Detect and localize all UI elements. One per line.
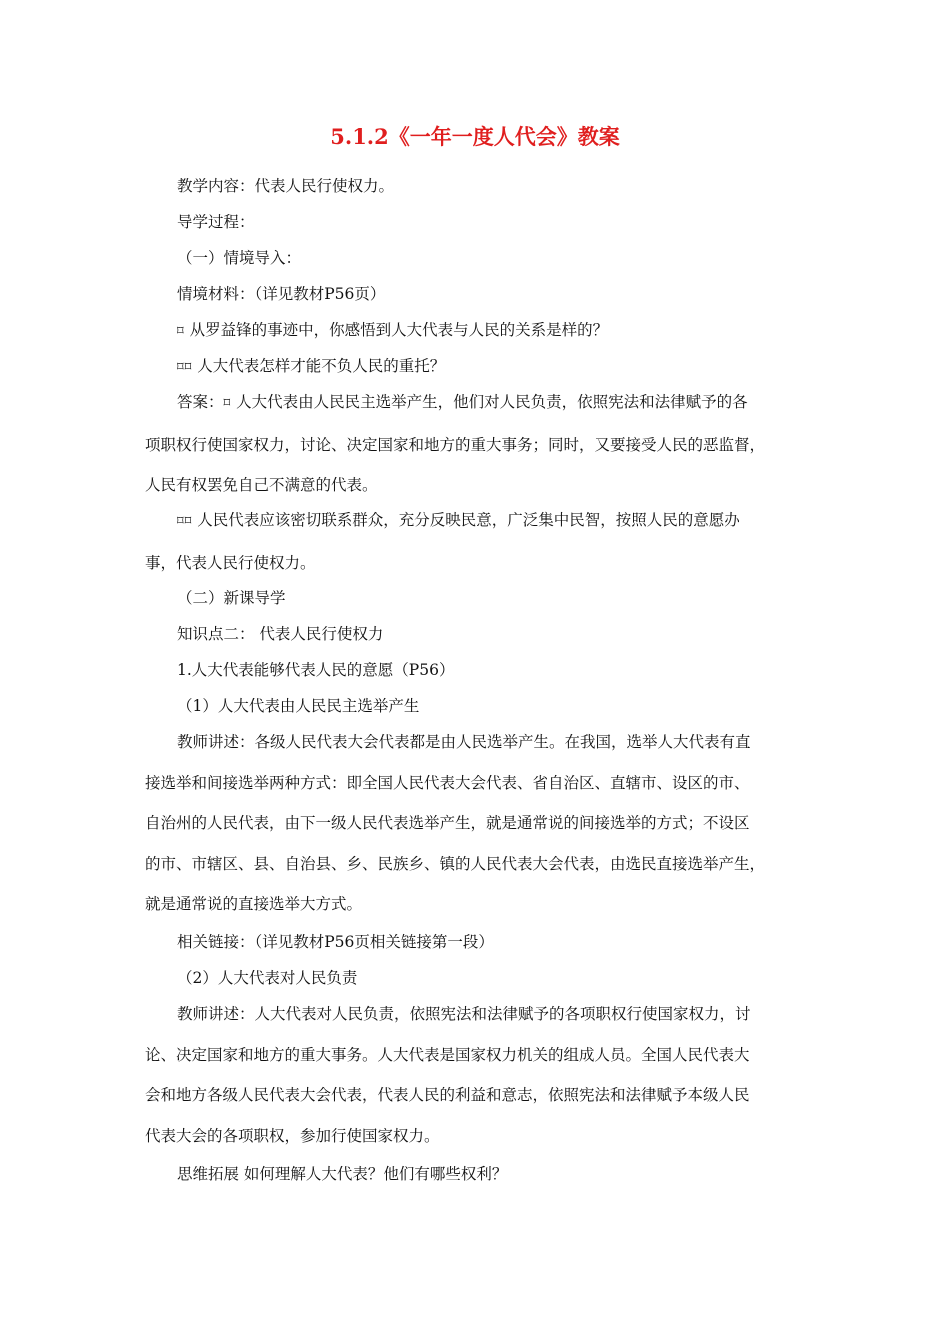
question-marker-icon: ⌑⌑	[177, 360, 193, 375]
answer-2-line-1-text: 人民代表应该密切联系群众，充分反映民意，广泛集中民智，按照人民的意愿办	[192, 511, 740, 529]
lecture-2-line-3: 会和地方各级人民代表大会代表，代表人民的利益和意志，依照宪法和法律赋予本级人民	[145, 1086, 750, 1104]
teaching-content: 教学内容：代表人民行使权力。	[177, 177, 395, 195]
lecture-2-line-4: 代表大会的各项职权，参加行使国家权力。	[145, 1126, 440, 1145]
teacher-lecture-2	[145, 994, 810, 1156]
lecture-1-line-4: 的市、市辖区、县、自治县、乡、民族乡、镇的人民代表大会代表，由选民直接选举产生，	[145, 854, 766, 873]
section1-heading: （一）情境导入：	[177, 249, 302, 267]
point-1: 1.人大代表能够代表人民的意愿（P56）	[177, 661, 455, 679]
teacher-lecture-1	[145, 722, 810, 925]
sub-point-1: （1）人大代表由人民民主选举产生	[177, 697, 420, 715]
answer-prefix: 答案：	[177, 393, 224, 411]
question-1-text: 从罗益锋的事迹中，你感悟到人大代表与人民的关系是样的？	[184, 321, 609, 339]
lecture-1-line-2: 接选举和间接选举两种方式：即全国人民代表大会代表、省自治区、直辖市、设区的市、	[145, 773, 750, 792]
answer-1-line-2: 项职权行使国家权力，讨论、决定国家和地方的重大事务；同时，又要接受人民的恶监督，	[145, 435, 766, 454]
answer-1-line-1-text: 人大代表由人民民主选举产生，他们对人民负责，依照宪法和法律赋予的各	[231, 393, 748, 411]
lecture-2-line-2: 论、决定国家和地方的重大事务。人大代表是国家权力机关的组成人员。全国人民代表大	[145, 1045, 750, 1064]
situation-material: 情境材料：（详见教材P56页）	[177, 285, 386, 303]
knowledge-point: 知识点二： 代表人民行使权力	[177, 625, 384, 643]
answer-1-line-1	[145, 382, 810, 425]
guide-process: 导学过程：	[177, 213, 255, 231]
question-2-text: 人大代表怎样才能不负人民的重托？	[192, 357, 446, 375]
answer-1	[145, 382, 810, 506]
lecture-1-line-5: 就是通常说的直接选举大方式。	[145, 895, 363, 913]
section2-heading: （二）新课导学	[177, 589, 286, 607]
related-link: 相关链接：（详见教材P56页相关链接第一段）	[177, 933, 494, 951]
question-marker-icon: ⌑	[177, 324, 185, 339]
answer-2-line-2: 事，代表人民行使权力。	[145, 553, 316, 572]
answer-2	[145, 500, 810, 583]
lecture-2-line-1: 教师讲述：人大代表对人民负责，依照宪法和法律赋予的各项职权行使国家权力，讨	[177, 1005, 751, 1023]
answer-2-line-1	[145, 500, 810, 543]
answer-marker-icon: ⌑⌑	[177, 514, 193, 529]
document-title: 5.1.2《一年一度人代会》教案	[330, 124, 620, 149]
answer-1-line-3: 人民有权罢免自己不满意的代表。	[145, 476, 378, 494]
lecture-1-line-1: 教师讲述：各级人民代表大会代表都是由人民选举产生。在我国，选举人大代表有直	[177, 733, 751, 751]
sub-point-2: （2）人大代表对人民负责	[177, 969, 358, 987]
thinking-extension: 思维拓展 如何理解人大代表？他们有哪些权利？	[177, 1165, 508, 1183]
lecture-1-line-3: 自治州的人民代表，由下一级人民代表选举产生，就是通常说的间接选举的方式；不设区	[145, 814, 750, 832]
answer-marker-icon: ⌑	[223, 396, 232, 411]
